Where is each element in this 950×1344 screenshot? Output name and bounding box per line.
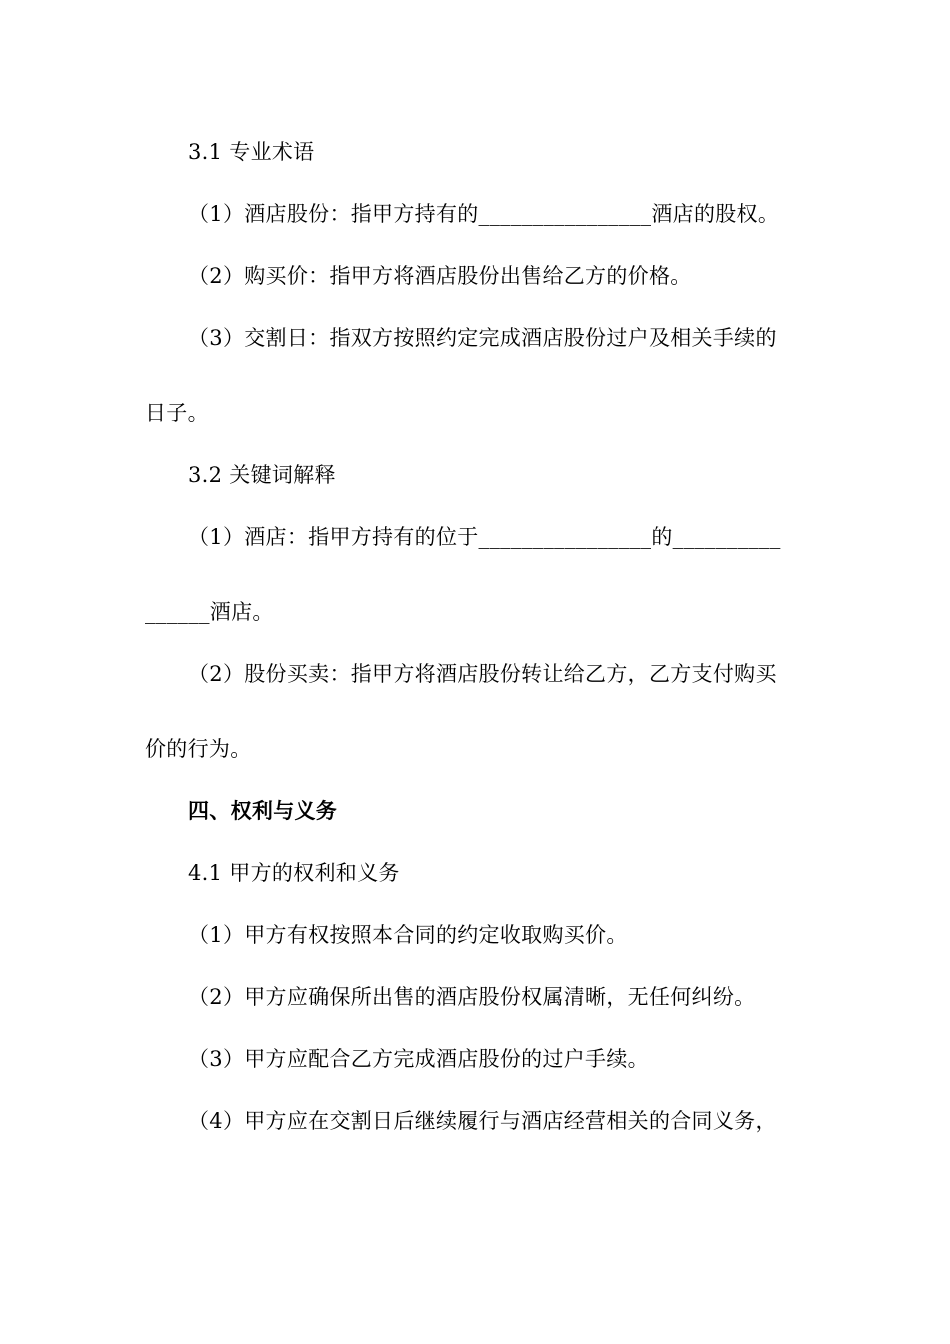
paragraph-line: （2）股份买卖：指甲方将酒店股份转让给乙方，乙方支付购买 (188, 662, 777, 686)
paragraph-line-continuation: 日子。 (145, 401, 209, 425)
paragraph-line: （1）甲方有权按照本合同的约定收取购买价。 (188, 923, 628, 947)
paragraph-line: （1）酒店：指甲方持有的位于________________的__________ (188, 525, 781, 549)
paragraph-line: （4）甲方应在交割日后继续履行与酒店经营相关的合同义务， (188, 1109, 777, 1133)
section-heading-3-2: 3.2 关键词解释 (188, 463, 336, 487)
paragraph-line-continuation: 价的行为。 (145, 737, 252, 761)
paragraph-line: （1）酒店股份：指甲方持有的________________酒店的股权。 (188, 202, 780, 226)
paragraph-line: （2）甲方应确保所出售的酒店股份权属清晰，无任何纠纷。 (188, 985, 756, 1009)
paragraph-line-continuation: ______酒店。 (145, 600, 274, 624)
section-heading-3-1: 3.1 专业术语 (188, 140, 315, 164)
paragraph-line: （2）购买价：指甲方将酒店股份出售给乙方的价格。 (188, 264, 692, 288)
paragraph-line: （3）交割日：指双方按照约定完成酒店股份过户及相关手续的 (188, 326, 777, 350)
chapter-heading: 四、权利与义务 (188, 798, 338, 823)
paragraph-line: （3）甲方应配合乙方完成酒店股份的过户手续。 (188, 1047, 649, 1071)
section-heading-4-1: 4.1 甲方的权利和义务 (188, 861, 400, 885)
